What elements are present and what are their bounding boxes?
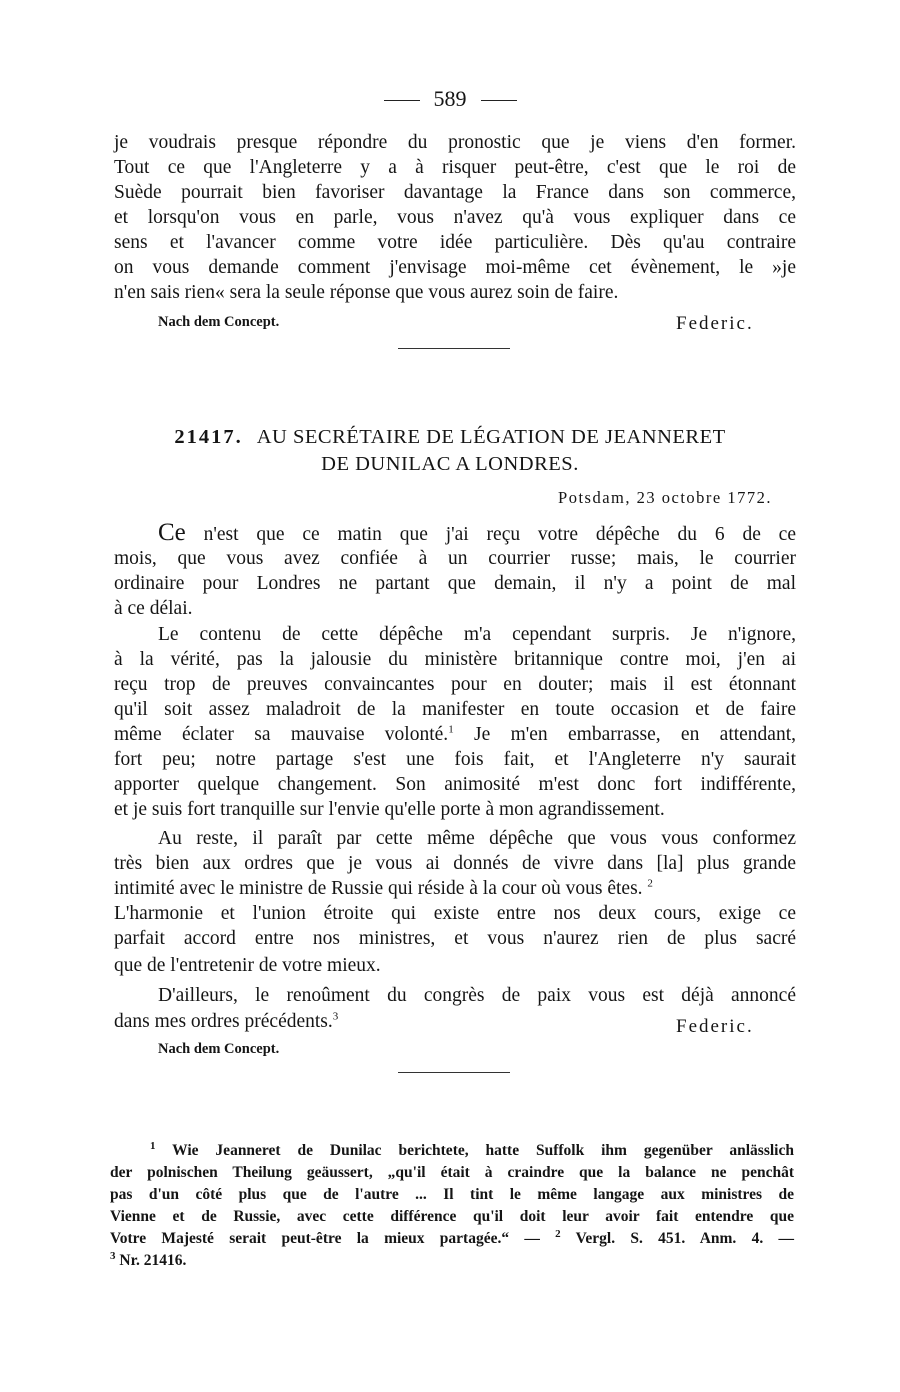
para3-line-5: parfait accord entre nos ministres, et vous n'aurez rien de plus sacré	[114, 928, 796, 949]
footnote-line-6-text: Nr. 21416.	[115, 1252, 187, 1269]
para2-line-5	[114, 722, 796, 747]
para4-line-2-text: dans mes ordres précédents.	[114, 1011, 333, 1032]
para1-line-1	[158, 520, 796, 547]
footnote-ref-1: 1	[448, 723, 454, 736]
continuation-line-1: je voudrais presque répondre du pronostic que je viens d'en former.	[114, 132, 796, 153]
continuation-line-4: et lorsqu'on vous en parle, vous n'avez qu'à vous expliquer dans ce	[114, 207, 796, 228]
para1-line-1-text: n'est que ce matin que j'ai reçu votre dépêche du 6 de ce	[185, 524, 796, 545]
para3-line-3-text: intimité avec le ministre de Russie qui réside à la cour où vous êtes.	[114, 878, 643, 899]
footnote-line-3: pas d'un côté plus que de l'autre ... Il tint le même langage aux ministres de	[110, 1186, 794, 1203]
footnote-line-6	[110, 1250, 794, 1272]
para3-line-6: que de l'entretenir de votre mieux.	[114, 955, 381, 976]
para2-line-7: apporter quelque changement. Son animosité m'est donc fort indifférente,	[114, 774, 796, 795]
para3-line-2: très bien aux ordres que je vous ai donnés de vivre dans [la] plus grande	[114, 853, 796, 874]
footnote-line-5	[110, 1228, 794, 1250]
signature-2: Federic.	[676, 1016, 754, 1037]
separator-rule-2	[398, 1072, 510, 1073]
source-note-2: Nach dem Concept.	[158, 1041, 280, 1057]
footnote-ref-2: 2	[647, 877, 653, 890]
footnote-mark-3: 3	[110, 1249, 116, 1262]
footnote-line-4: Vienne et de Russie, avec cette différence qu'il doit leur avoir fait entendre que	[110, 1208, 794, 1225]
para2-line-8: et je suis fort tranquille sur l'envie qu'elle porte à mon agrandissement.	[114, 799, 665, 820]
footnote-line-5b: Vergl. S. 451. Anm. 4. —	[560, 1230, 794, 1247]
footnote-mark-2: 2	[555, 1227, 561, 1240]
para4-line-1: D'ailleurs, le renoûment du congrès de paix vous est déjà annoncé	[158, 985, 796, 1006]
para3-line-4: L'harmonie et l'union étroite qui existe entre nos deux cours, exige ce	[114, 903, 796, 924]
source-note-1: Nach dem Concept.	[158, 314, 280, 330]
page-number-dash-left	[384, 100, 420, 101]
letter-heading-line-1	[0, 426, 900, 449]
para2-line-6: fort peu; notre partage s'est une fois fait, et l'Angleterre n'y saurait	[114, 749, 796, 770]
footnote-line-2: der polnischen Theilung geäussert, „qu'il était à craindre que la balance ne penchât	[110, 1164, 794, 1181]
continuation-line-3: Suède pourrait bien favoriser davantage la France dans son commerce,	[114, 182, 796, 203]
footnote-mark-1: 1	[150, 1139, 156, 1152]
para1-line-4: à ce délai.	[114, 598, 193, 619]
place-date: Potsdam, 23 octobre 1772.	[558, 488, 772, 507]
footnote-line-1-text: Wie Jeanneret de Dunilac berichtete, hatte Suffolk ihm gegenüber anlässlich	[172, 1142, 794, 1159]
signature-1: Federic.	[676, 313, 754, 334]
page-number	[0, 86, 900, 112]
separator-rule-1	[398, 348, 510, 349]
para4-line-2	[114, 1009, 454, 1034]
letter-heading-line-2: DE DUNILAC A LONDRES.	[321, 453, 579, 475]
para2-line-3: reçu trop de preuves convaincantes pour en douter; mais il est étonnant	[114, 674, 796, 695]
para1-line-2: mois, que vous avez confiée à un courrier russe; mais, le courrier	[114, 548, 796, 569]
continuation-line-7: n'en sais rien« sera la seule réponse que vous aurez soin de faire.	[114, 282, 619, 303]
page-number-text: 589	[433, 86, 467, 111]
footnote-ref-3: 3	[332, 1010, 339, 1023]
para3-line-3	[114, 876, 796, 901]
continuation-line-6: on vous demande comment j'envisage moi-même cet évènement, le »je	[114, 257, 796, 278]
para2-line-4: qu'il soit assez maladroit de la manifester en toute occasion et de faire	[114, 699, 796, 720]
para3-line-1: Au reste, il paraît par cette même dépêche que vous vous conformez	[158, 828, 796, 849]
letter-heading-text-1: AU SECRÉTAIRE DE LÉGATION DE JEANNERET	[256, 426, 726, 448]
para2-line-1: Le contenu de cette dépêche m'a cependant surpris. Je n'ignore,	[158, 624, 796, 645]
continuation-line-5: sens et l'avancer comme votre idée particulière. Dès qu'au contraire	[114, 232, 796, 253]
letter-number: 21417.	[174, 426, 243, 448]
footnote-line-5a: Votre Majesté serait peut-être la mieux partagée.“ —	[110, 1230, 556, 1247]
para1-line-3: ordinaire pour Londres ne partant que demain, il n'y a point de mal	[114, 573, 796, 594]
para2-line-5a: même éclater sa mauvaise volonté.	[114, 724, 449, 745]
continuation-line-2: Tout ce que l'Angleterre y a à risquer peut-être, c'est que le roi de	[114, 157, 796, 178]
footnote-line-1	[150, 1140, 794, 1162]
para2-line-5b: Je m'en embarrasse, en attendant,	[453, 724, 797, 745]
para1-dropcap: Ce	[158, 519, 186, 546]
para2-line-2: à la vérité, pas la jalousie du ministère britannique contre moi, j'en ai	[114, 649, 796, 670]
page-number-dash-right	[481, 100, 517, 101]
